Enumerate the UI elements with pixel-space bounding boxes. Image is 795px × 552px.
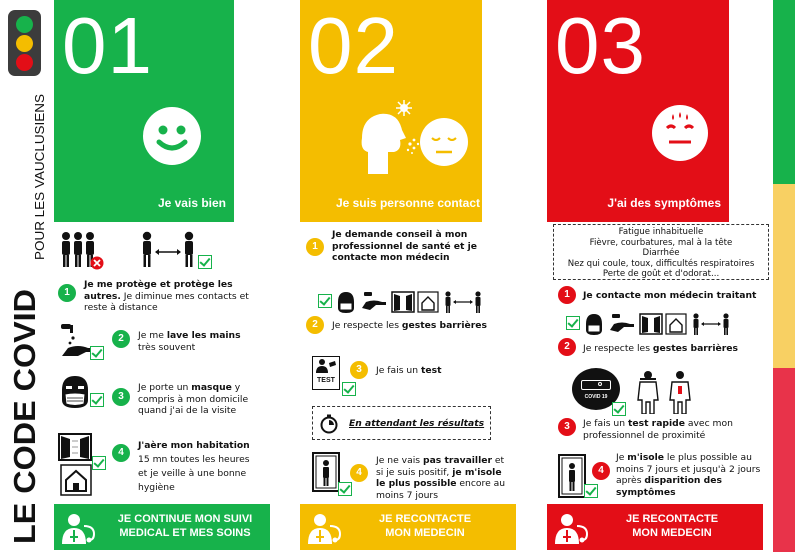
col3-footer-text: JE RECONTACTE MON MEDECIN (625, 513, 719, 539)
col1-number: 01 (62, 1, 153, 90)
vertical-title (4, 90, 50, 548)
col2-header (300, 0, 482, 222)
doctor-icon (306, 512, 346, 544)
sidebar-red-strip (773, 368, 795, 552)
check-icon (612, 402, 626, 416)
check-icon (584, 484, 598, 498)
step-number: 2 (306, 316, 324, 334)
col2-item-2: Je respecte les gestes barrières (332, 320, 487, 331)
col2-footer-text: JE RECONTACTE MON MEDECIN (378, 513, 472, 539)
barrier-gestures-icon (584, 312, 736, 336)
step-number: 1 (58, 284, 76, 302)
timer-icon (319, 414, 339, 434)
check-icon (338, 482, 352, 496)
check-icon (198, 255, 212, 269)
barrier-gestures-icon (336, 290, 488, 314)
device-label: COVID 19 (584, 394, 608, 400)
col3-item-3: Je fais un test rapide avec mon professionnel de proximité (583, 418, 733, 441)
doctor-icon (553, 512, 593, 544)
symptoms-box (553, 224, 769, 280)
waiting-text: En attendant les résultats (349, 418, 485, 429)
distancing-icon (138, 230, 200, 270)
col1-item-3: Je porte un masque y compris à mon domicile quand j'ai de la visite (138, 382, 249, 416)
col2-item-1: Je demande conseil à mon professionnel de santé et je contacte mon médecin (332, 229, 477, 263)
mask-face-icon (58, 374, 92, 410)
col1-footer (54, 504, 270, 550)
col2-number: 02 (308, 1, 399, 90)
step-number: 2 (558, 338, 576, 356)
sidebar-yellow-strip (773, 184, 795, 368)
window-icon (58, 433, 92, 461)
col1-header (54, 0, 234, 222)
step-number: 3 (558, 418, 576, 436)
step-number: 1 (306, 238, 324, 256)
traffic-light-icon (8, 10, 41, 76)
isolation-door-icon (558, 454, 586, 498)
col2-item-4: Je ne vais pas travailler et si je suis positif, je m'isole le plus possible encore au moins 7 jours (376, 455, 506, 501)
smile-face-icon (142, 106, 202, 166)
col3-header (547, 0, 729, 222)
col3-item-4: Je m'isole le plus possible au moins 7 jours et jusqu'à 2 jours après disparition des symptômes (616, 452, 761, 498)
check-icon (92, 456, 106, 470)
col2-item-3: Je fais un test (376, 365, 442, 376)
col1-item-4: J'aère mon habitation 15 mn toutes les heures et je veille à une bonne hygiène (138, 440, 250, 493)
col2-footer (300, 504, 516, 550)
group-people-icon (58, 230, 104, 270)
home-cleaning-icon (60, 464, 92, 496)
col3-item-2: Je respecte les gestes barrières (583, 343, 738, 354)
test-label: TEST (317, 377, 335, 384)
test-badge (312, 356, 340, 390)
isolation-door-icon (312, 452, 340, 492)
sick-face-icon (651, 104, 709, 162)
symptom-line: Fatigue inhabituelle (618, 227, 704, 237)
col3-number: 03 (555, 1, 646, 90)
check-icon (566, 316, 580, 330)
step-number: 2 (112, 330, 130, 348)
col3-footer (547, 504, 763, 550)
symptom-line: Diarrhée (642, 248, 680, 258)
sidebar-green-strip (773, 0, 795, 184)
col3-label: J'ai des symptômes (607, 196, 721, 210)
step-number: 3 (112, 388, 130, 406)
col1-item-1: Je me protège et protège les autres. Je diminue mes contacts et reste à distance (84, 279, 249, 313)
symptom-line: Nez qui coule, toux, difficultés respiratoires (567, 258, 755, 269)
sneeze-contact-icon (358, 100, 478, 174)
check-icon (342, 382, 356, 396)
step-number: 1 (558, 286, 576, 304)
step-number: 4 (350, 464, 368, 482)
check-icon (90, 346, 104, 360)
doctor-icon (60, 512, 100, 544)
check-icon (318, 294, 332, 308)
healthcare-workers-icon (632, 370, 698, 414)
step-number: 4 (592, 462, 610, 480)
main-title: LE CODE COVID (7, 299, 42, 544)
col1-label: Je vais bien (157, 196, 226, 210)
symptom-line: Fièvre, courbatures, mal à la tête (589, 237, 733, 248)
col1-footer-text: JE CONTINUE MON SUIVI MEDICAL ET MES SOINS (117, 513, 253, 539)
waiting-results-box (312, 406, 491, 440)
symptom-line: Perte de goût et d'odorat... (602, 269, 720, 279)
doctor-test-icon (313, 357, 338, 375)
col2-label: Je suis personne contact (335, 196, 480, 210)
step-number: 4 (112, 444, 130, 462)
check-icon (90, 393, 104, 407)
col3-item-1: Je contacte mon médecin traitant (583, 290, 757, 301)
col1-item-2: Je me lave les mains très souvent (138, 330, 241, 353)
step-number: 3 (350, 361, 368, 379)
sub-title: POUR LES VAUCLUSIENS (33, 106, 47, 260)
